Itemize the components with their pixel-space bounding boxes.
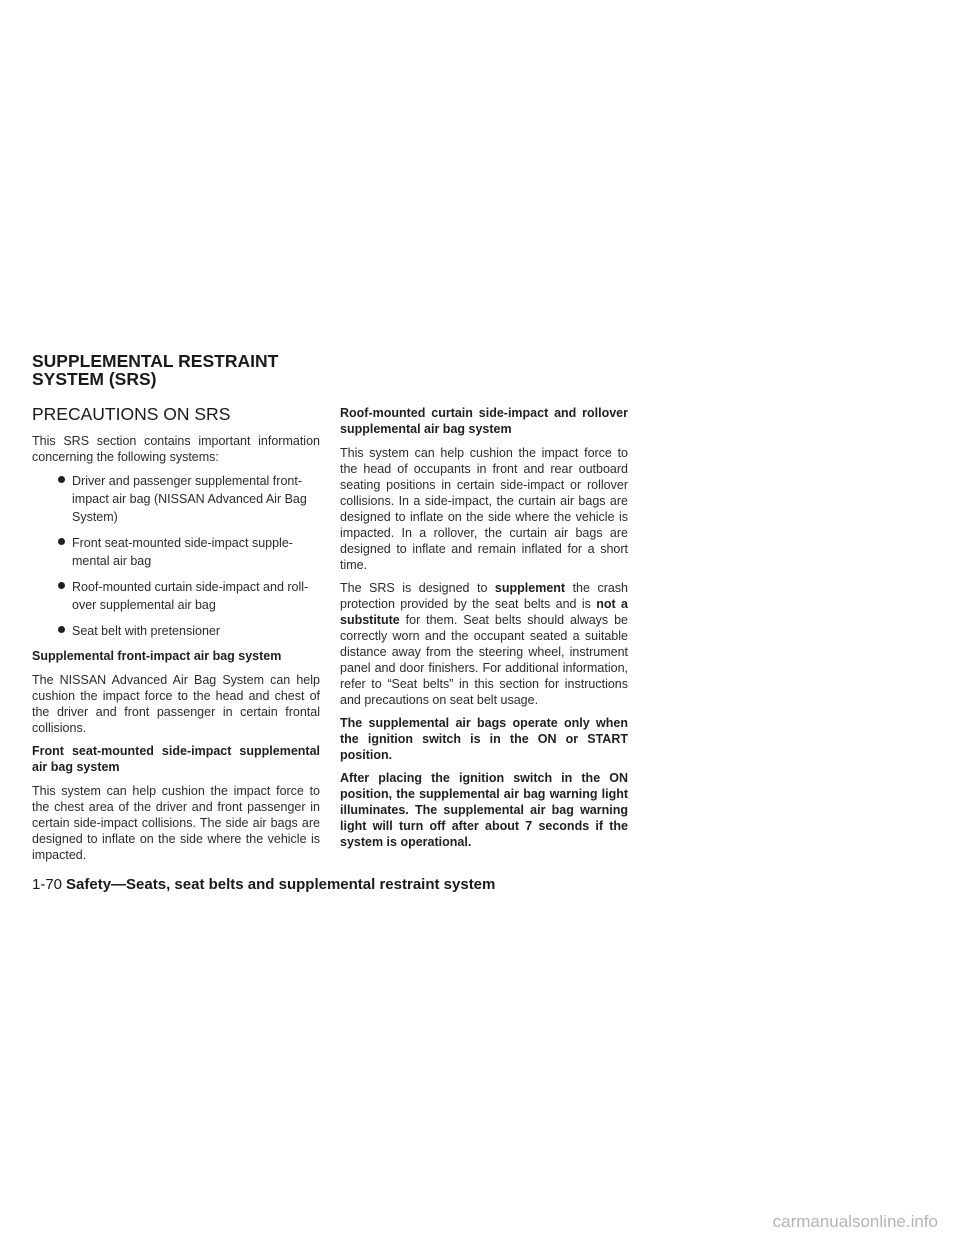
section-title: SUPPLEMENTAL RESTRAINT SYSTEM (SRS): [32, 351, 279, 389]
srs-supplement-paragraph: [340, 580, 628, 708]
bullet-icon: [58, 626, 65, 633]
side-impact-heading: Front seat-mounted side-impact supplemental air bag system: [32, 744, 320, 774]
srs-text-part: the crash protection provided by the seat belts and is: [340, 581, 629, 611]
list-item-text: Front seat-mounted side-impact supplemental air bag: [72, 536, 293, 568]
list-item-text: Seat belt with pretensioner: [72, 624, 221, 638]
intro-paragraph: This SRS section contains important information concerning the following systems:: [32, 434, 320, 464]
subsection-title: PRECAUTIONS ON SRS: [32, 404, 231, 424]
page-number: 1-70: [32, 876, 63, 893]
page-footer: [32, 876, 495, 894]
bullet-icon: [58, 582, 65, 589]
right-column: [340, 405, 628, 857]
bullet-icon: [58, 538, 65, 545]
warning-light-info: After placing the ignition switch in the ON position, the supplemental air bag warning light illuminates. The supplemental air bag warning light will turn off after about 7 seconds if the system is operational.: [340, 771, 628, 849]
list-item: [32, 578, 320, 614]
list-item-text: Roof-mounted curtain side-impact and rollover supplemental air bag: [72, 580, 309, 612]
watermark: carmanualsonline.info: [772, 1212, 938, 1231]
ignition-operation-warning: The supplemental air bags operate only when the ignition switch is in the ON or START position.: [340, 716, 628, 762]
srs-text-part: The SRS is designed to: [340, 581, 495, 595]
curtain-heading: Roof-mounted curtain side-impact and rollover supplemental air bag system: [340, 406, 628, 436]
side-impact-text: This system can help cushion the impact force to the chest area of the driver and front passenger in certain side-impact collisions. The side air bags are designed to inflate on the side where the vehicle is impacted.: [32, 784, 320, 862]
list-item: [32, 534, 320, 570]
left-column: [32, 404, 320, 870]
bullet-icon: [58, 476, 65, 483]
front-impact-heading: Supplemental front-impact air bag system: [32, 649, 282, 663]
front-impact-text: The NISSAN Advanced Air Bag System can help cushion the impact force to the head and chest of the driver and front passenger in certain frontal collisions.: [32, 673, 320, 735]
list-item: [32, 472, 320, 526]
curtain-text: This system can help cushion the impact force to the head of occupants in front and rear outboard seating positions in certain side-impact or rollover collisions. In a side-impact, the curtain air bags are designed to inflate on the side where the vehicle is impacted. In a rollover, the curtain air bags are designed to inflate and remain inflated for a short time.: [340, 446, 628, 572]
srs-emphasis-not-a-substitute: not a substitute: [340, 597, 628, 627]
srs-text-part: for them. Seat belts should always be correctly worn and the occupant seated a suitable distance away from the steering wheel, instrument panel and door finishers. For additional information, refer to “Seat belts” in this section for instructions and precautions on seat belt usage.: [340, 613, 628, 707]
systems-list: [32, 472, 320, 640]
srs-emphasis-supplement: supplement: [494, 581, 566, 595]
chapter-title: Safety—Seats, seat belts and supplemental restraint system: [66, 876, 496, 893]
list-item: [32, 622, 320, 640]
list-item-text: Driver and passenger supplemental front-impact air bag (NISSAN Advanced Air Bag System): [72, 474, 307, 524]
